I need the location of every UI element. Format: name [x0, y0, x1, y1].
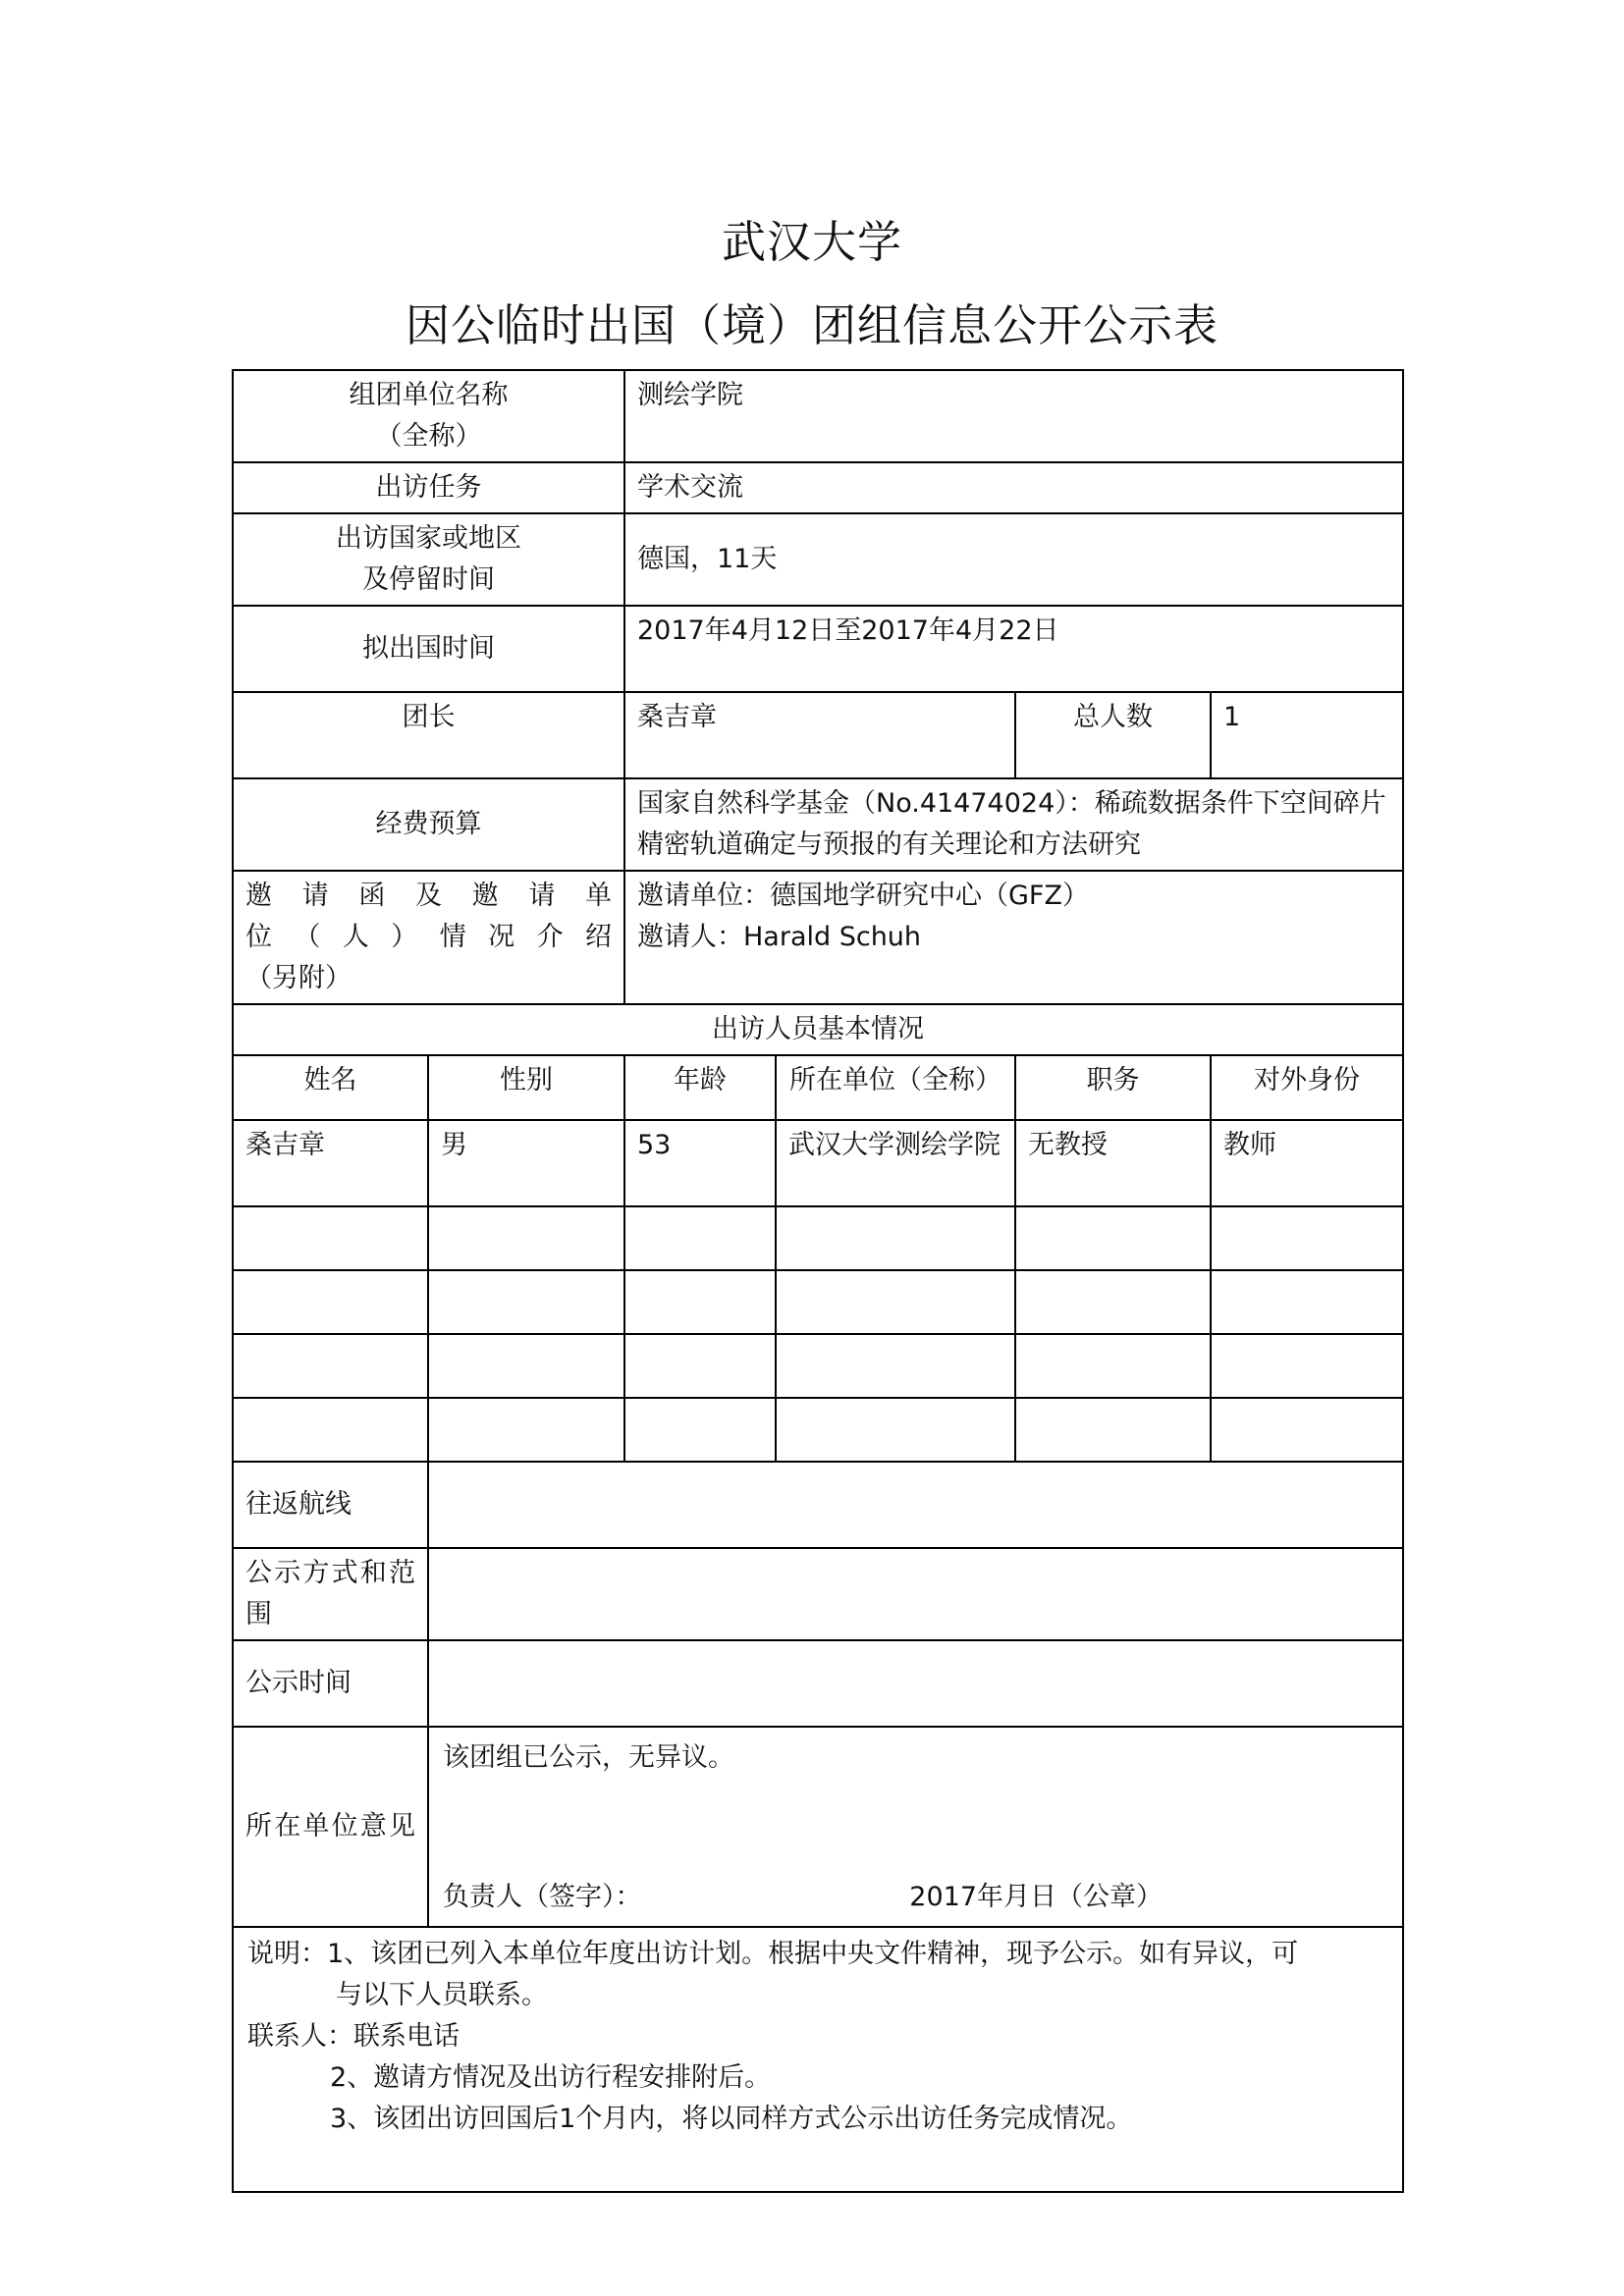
country-label: 出访国家或地区 及停留时间	[233, 513, 624, 606]
leader-label: 团长	[233, 692, 624, 778]
member-identity: 教师	[1211, 1120, 1403, 1206]
col-header-identity: 对外身份	[1211, 1055, 1403, 1120]
invitation-row	[233, 871, 1403, 1004]
departure-label: 拟出国时间	[233, 606, 624, 692]
col-header-age: 年龄	[624, 1055, 776, 1120]
budget-value: 国家自然科学基金（No.41474024）：稀疏数据条件下空间碎片精密轨道确定与预报的有关理论和方法研究	[624, 778, 1403, 871]
task-row	[233, 462, 1403, 513]
unit-opinion-label: 所在单位意见	[233, 1727, 428, 1927]
task-value: 学术交流	[624, 462, 1403, 513]
task-label: 出访任务	[233, 462, 624, 513]
contact-info: 联系人：联系电话	[247, 2021, 460, 2052]
publicity-method-value	[428, 1548, 1403, 1640]
inviting-unit: 邀请单位：德国地学研究中心（GFZ）	[637, 881, 1089, 911]
signer-label: 负责人（签字）：	[443, 1882, 642, 1912]
org-row	[233, 370, 1403, 462]
member-age: 53	[624, 1120, 776, 1206]
col-header-gender: 性别	[428, 1055, 624, 1120]
departure-value: 2017年4月12日至2017年4月22日	[624, 606, 1403, 692]
note-1: 说明：1、该团已列入本单位年度出访计划。根据中央文件精神，现予公示。如有异议，可	[247, 1939, 1299, 1969]
invitation-value	[624, 871, 1403, 1004]
members-section-title: 出访人员基本情况	[233, 1004, 1403, 1055]
notes-row	[233, 1927, 1403, 2192]
route-row	[233, 1462, 1403, 1548]
org-label: 组团单位名称 （全称）	[233, 370, 624, 462]
col-header-unit: 所在单位（全称）	[776, 1055, 1015, 1120]
opinion-statement: 该团组已公示，无异议。	[443, 1742, 734, 1773]
table-row	[233, 1120, 1403, 1206]
table-row	[233, 1398, 1403, 1462]
publicity-time-label: 公示时间	[233, 1640, 428, 1727]
col-header-name: 姓名	[233, 1055, 428, 1120]
university-title: 武汉大学	[721, 216, 902, 268]
table-row	[233, 1270, 1403, 1334]
note-3: 3、该团出访回国后1个月内，将以同样方式公示出访任务完成情况。	[330, 2104, 1133, 2134]
note-1-cont: 与以下人员联系。	[336, 1980, 548, 2010]
member-position: 无教授	[1015, 1120, 1211, 1206]
members-section-row	[233, 1004, 1403, 1055]
notes-cell	[233, 1927, 1403, 2192]
invitation-label: 邀请函及邀请单 位（人）情况介绍 （另附）	[233, 871, 624, 1004]
country-row	[233, 513, 1403, 606]
members-header-row	[233, 1055, 1403, 1120]
total-count-label: 总人数	[1015, 692, 1211, 778]
publicity-time-value	[428, 1640, 1403, 1727]
route-label: 往返航线	[233, 1462, 428, 1548]
org-value: 测绘学院	[624, 370, 1403, 462]
member-name: 桑吉章	[233, 1120, 428, 1206]
member-unit: 武汉大学测绘学院	[776, 1120, 1015, 1206]
country-value: 德国，11天	[624, 513, 1403, 606]
leader-row	[233, 692, 1403, 778]
unit-opinion-value	[428, 1727, 1403, 1927]
total-count-value: 1	[1211, 692, 1403, 778]
disclosure-form-table	[232, 369, 1404, 2193]
unit-opinion-row	[233, 1727, 1403, 1927]
publicity-method-row	[233, 1548, 1403, 1640]
departure-row	[233, 606, 1403, 692]
route-value	[428, 1462, 1403, 1548]
leader-value: 桑吉章	[624, 692, 1015, 778]
form-title: 因公临时出国（境）团组信息公开公示表	[405, 299, 1218, 351]
member-gender: 男	[428, 1120, 624, 1206]
inviting-person: 邀请人：Harald Schuh	[637, 922, 922, 952]
publicity-method-label: 公示方式和范围	[233, 1548, 428, 1640]
budget-label: 经费预算	[233, 778, 624, 871]
signature-line	[443, 1877, 1388, 1918]
publicity-time-row	[233, 1640, 1403, 1727]
date-stamp: 2017年月日（公章）	[909, 1882, 1163, 1912]
table-row	[233, 1334, 1403, 1398]
col-header-position: 职务	[1015, 1055, 1211, 1120]
table-row	[233, 1206, 1403, 1270]
budget-row	[233, 778, 1403, 871]
note-2: 2、邀请方情况及出访行程安排附后。	[330, 2062, 772, 2093]
